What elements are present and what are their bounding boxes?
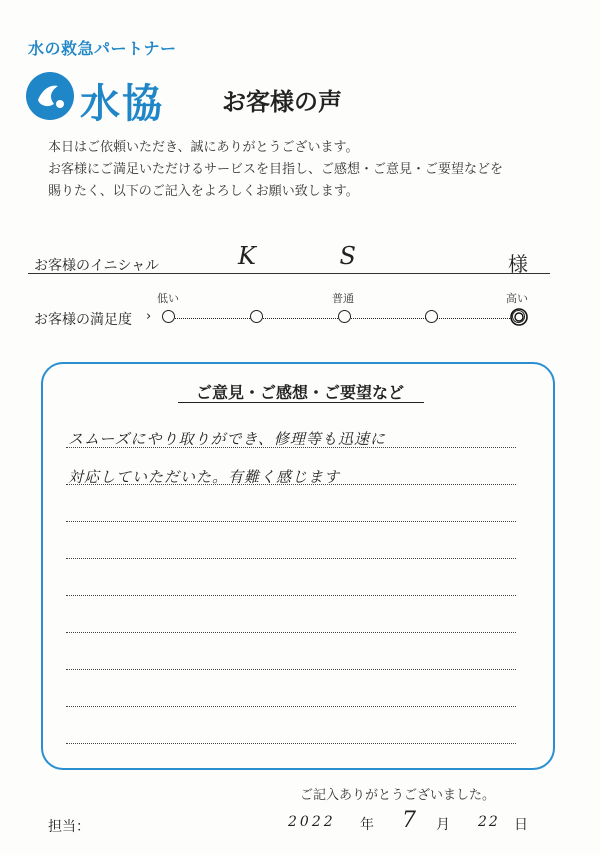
staff-label: 担当： bbox=[48, 819, 90, 835]
date-year-unit: 年 bbox=[360, 817, 374, 833]
writing-line bbox=[66, 743, 516, 744]
water-drop-logo-icon bbox=[24, 70, 76, 122]
comment-line-1[interactable]: スムーズにやり取りができ、修理等も迅速に bbox=[68, 430, 386, 448]
comments-title: ご意見・ご感想・ご要望など bbox=[195, 383, 404, 402]
document-title: お客様の声 bbox=[222, 88, 342, 116]
satisfaction-option-3[interactable] bbox=[338, 310, 351, 323]
scale-high-label: 高い bbox=[506, 292, 528, 305]
scale-mid-label: 普通 bbox=[332, 292, 354, 305]
scale-low-label: 低い bbox=[157, 292, 179, 305]
date-year[interactable]: 2022 bbox=[288, 814, 336, 830]
writing-line bbox=[66, 521, 516, 522]
writing-line bbox=[66, 484, 516, 485]
intro-text bbox=[48, 137, 578, 203]
satisfaction-label: お客様の満足度 bbox=[34, 312, 132, 328]
comment-line-2[interactable]: 対応していただいた。有難く感じます bbox=[68, 468, 341, 486]
tagline: 水の救急パートナー bbox=[28, 39, 177, 58]
satisfaction-arrow: › bbox=[146, 309, 152, 324]
initials-value[interactable]: K S bbox=[238, 242, 394, 270]
brand-name: 水協 bbox=[80, 81, 164, 127]
intro-line: 賜りたく、以下のご記入をよろしくお願い致します。 bbox=[48, 184, 359, 199]
satisfaction-option-4[interactable] bbox=[425, 310, 438, 323]
initials-label: お客様のイニシャル bbox=[34, 258, 160, 274]
writing-line bbox=[66, 595, 516, 596]
initials-underline bbox=[28, 273, 550, 274]
date-day-unit: 日 bbox=[514, 817, 528, 833]
selected-mark-icon bbox=[509, 307, 529, 327]
thanks-message: ご記入ありがとうございました。 bbox=[300, 788, 496, 803]
writing-line bbox=[66, 447, 516, 448]
comments-title-underline bbox=[178, 402, 424, 403]
writing-line bbox=[66, 632, 516, 633]
date-month-unit: 月 bbox=[436, 817, 450, 833]
writing-line bbox=[66, 669, 516, 670]
satisfaction-option-2[interactable] bbox=[250, 310, 263, 323]
date-month[interactable]: 7 bbox=[402, 808, 416, 833]
intro-line: お客様にご満足いただけるサービスを目指し、ご感想・ご意見・ご要望などを bbox=[48, 162, 504, 177]
intro-line: 本日はご依頼いただき、誠にありがとうございます。 bbox=[48, 140, 359, 155]
date-day[interactable]: 22 bbox=[478, 814, 500, 830]
satisfaction-option-1[interactable] bbox=[162, 310, 175, 323]
initials-suffix: 様 bbox=[508, 252, 528, 276]
comments-box bbox=[41, 362, 555, 770]
writing-line bbox=[66, 558, 516, 559]
writing-line bbox=[66, 706, 516, 707]
